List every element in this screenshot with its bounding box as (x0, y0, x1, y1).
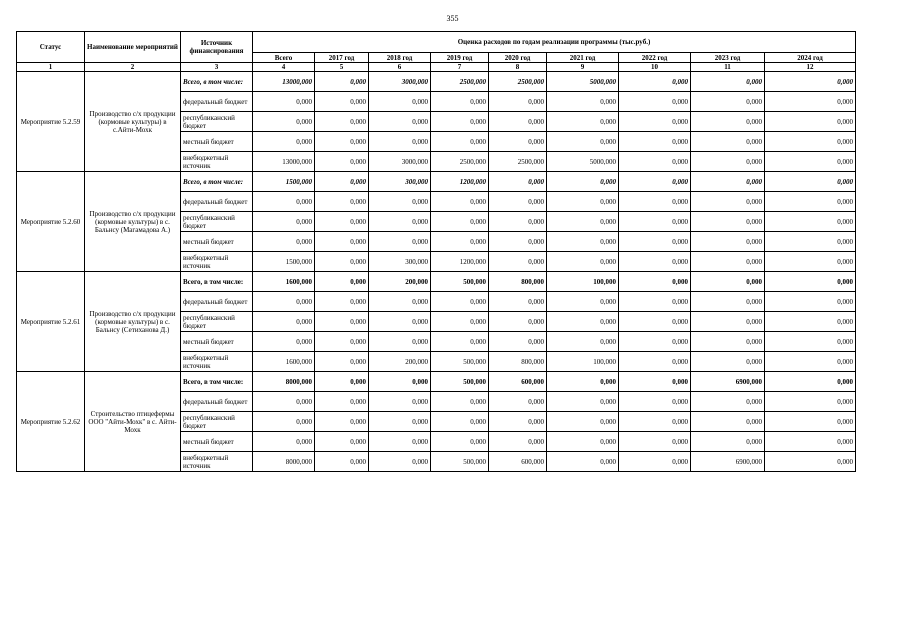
amount-cell: 0,000 (765, 392, 856, 412)
funding-source: республиканский бюджет (181, 212, 253, 232)
funding-source: Всего, в том числе: (181, 272, 253, 292)
amount-cell: 0,000 (489, 252, 547, 272)
header-estimate: Оценка расходов по годам реализации программы (тыс.руб.) (253, 32, 856, 53)
amount-cell: 0,000 (765, 452, 856, 472)
measure-status: Мероприятие 5.2.60 (17, 172, 85, 272)
amount-cell: 0,000 (369, 212, 431, 232)
amount-cell: 100,000 (547, 272, 619, 292)
amount-cell: 0,000 (547, 112, 619, 132)
amount-cell: 0,000 (369, 372, 431, 392)
amount-cell: 500,000 (431, 372, 489, 392)
amount-cell: 0,000 (691, 132, 765, 152)
amount-cell: 0,000 (315, 92, 369, 112)
amount-cell: 0,000 (765, 72, 856, 92)
amount-cell: 0,000 (431, 312, 489, 332)
funding-source: внебюджетный источник (181, 452, 253, 472)
column-number: 9 (547, 63, 619, 72)
amount-cell: 6900,000 (691, 372, 765, 392)
funding-source: внебюджетный источник (181, 152, 253, 172)
amount-cell: 0,000 (619, 172, 691, 192)
funding-source: местный бюджет (181, 332, 253, 352)
column-number: 12 (765, 63, 856, 72)
amount-cell: 0,000 (691, 272, 765, 292)
amount-cell: 0,000 (489, 292, 547, 312)
amount-cell: 0,000 (765, 212, 856, 232)
amount-cell: 0,000 (691, 312, 765, 332)
amount-cell: 0,000 (691, 332, 765, 352)
column-number: 10 (619, 63, 691, 72)
amount-cell: 0,000 (691, 252, 765, 272)
amount-cell: 0,000 (253, 92, 315, 112)
budget-table (16, 31, 856, 472)
header-source: Источник финансирования (181, 32, 253, 63)
amount-cell: 0,000 (489, 232, 547, 252)
amount-cell: 0,000 (691, 112, 765, 132)
amount-cell: 0,000 (547, 452, 619, 472)
header-year: 2019 год (431, 53, 489, 63)
amount-cell: 0,000 (547, 172, 619, 192)
funding-source: республиканский бюджет (181, 112, 253, 132)
funding-source: республиканский бюджет (181, 412, 253, 432)
measure-name: Строительство птицефермы ООО "Айти-Мохк" в с. Айти-Мохк (85, 372, 181, 472)
amount-cell: 0,000 (369, 412, 431, 432)
header-year: 2023 год (691, 53, 765, 63)
amount-cell: 0,000 (547, 192, 619, 212)
amount-cell: 0,000 (489, 172, 547, 192)
amount-cell: 0,000 (619, 92, 691, 112)
amount-cell: 0,000 (619, 212, 691, 232)
column-number: 6 (369, 63, 431, 72)
amount-cell: 0,000 (315, 372, 369, 392)
amount-cell: 0,000 (253, 432, 315, 452)
amount-cell: 0,000 (691, 292, 765, 312)
amount-cell: 5000,000 (547, 152, 619, 172)
funding-source: федеральный бюджет (181, 392, 253, 412)
amount-cell: 0,000 (547, 292, 619, 312)
amount-cell: 0,000 (315, 432, 369, 452)
amount-cell: 0,000 (431, 392, 489, 412)
amount-cell: 0,000 (547, 412, 619, 432)
amount-cell: 2500,000 (489, 72, 547, 92)
amount-cell: 2500,000 (489, 152, 547, 172)
amount-cell: 0,000 (489, 432, 547, 452)
header-name: Наименование мероприятий (85, 32, 181, 63)
amount-cell: 0,000 (315, 152, 369, 172)
amount-cell: 0,000 (691, 92, 765, 112)
measure-status: Мероприятие 5.2.59 (17, 72, 85, 172)
amount-cell: 0,000 (369, 232, 431, 252)
amount-cell: 0,000 (547, 312, 619, 332)
column-number: 1 (17, 63, 85, 72)
amount-cell: 800,000 (489, 272, 547, 292)
amount-cell: 0,000 (315, 412, 369, 432)
amount-cell: 0,000 (691, 192, 765, 212)
amount-cell: 0,000 (253, 112, 315, 132)
amount-cell: 0,000 (765, 92, 856, 112)
amount-cell: 0,000 (765, 312, 856, 332)
amount-cell: 0,000 (369, 452, 431, 472)
funding-source: местный бюджет (181, 432, 253, 452)
amount-cell: 0,000 (619, 352, 691, 372)
amount-cell: 0,000 (253, 312, 315, 332)
amount-cell: 0,000 (315, 212, 369, 232)
amount-cell: 0,000 (619, 312, 691, 332)
header-year: Всего (253, 53, 315, 63)
amount-cell: 0,000 (619, 452, 691, 472)
column-number: 8 (489, 63, 547, 72)
amount-cell: 6900,000 (691, 452, 765, 472)
funding-source: внебюджетный источник (181, 252, 253, 272)
amount-cell: 0,000 (315, 252, 369, 272)
funding-source: федеральный бюджет (181, 92, 253, 112)
amount-cell: 0,000 (369, 112, 431, 132)
amount-cell: 0,000 (765, 412, 856, 432)
amount-cell: 1600,000 (253, 352, 315, 372)
header-year: 2020 год (489, 53, 547, 63)
funding-source: местный бюджет (181, 132, 253, 152)
amount-cell: 0,000 (431, 192, 489, 212)
amount-cell: 0,000 (253, 292, 315, 312)
amount-cell: 0,000 (547, 392, 619, 412)
amount-cell: 0,000 (253, 232, 315, 252)
amount-cell: 600,000 (489, 372, 547, 392)
amount-cell: 200,000 (369, 352, 431, 372)
amount-cell: 0,000 (765, 132, 856, 152)
amount-cell: 800,000 (489, 352, 547, 372)
amount-cell: 0,000 (691, 412, 765, 432)
funding-source: Всего, в том числе: (181, 172, 253, 192)
measure-name: Производство с/х продукции (кормовые культуры) в с. Бальнсу (Сетиханова Д.) (85, 272, 181, 372)
amount-cell: 0,000 (369, 192, 431, 212)
header-year: 2018 год (369, 53, 431, 63)
amount-cell: 0,000 (765, 252, 856, 272)
amount-cell: 0,000 (619, 272, 691, 292)
amount-cell: 0,000 (765, 172, 856, 192)
measure-status: Мероприятие 5.2.62 (17, 372, 85, 472)
page-number: 355 (446, 14, 459, 23)
amount-cell: 0,000 (765, 432, 856, 452)
amount-cell: 0,000 (619, 332, 691, 352)
amount-cell: 0,000 (619, 432, 691, 452)
amount-cell: 0,000 (431, 232, 489, 252)
funding-source: федеральный бюджет (181, 192, 253, 212)
amount-cell: 0,000 (547, 432, 619, 452)
funding-source: местный бюджет (181, 232, 253, 252)
amount-cell: 0,000 (765, 372, 856, 392)
amount-cell: 0,000 (253, 392, 315, 412)
column-number-row (17, 63, 856, 72)
amount-cell: 0,000 (253, 212, 315, 232)
funding-source: внебюджетный источник (181, 352, 253, 372)
amount-cell: 100,000 (547, 352, 619, 372)
amount-cell: 0,000 (253, 132, 315, 152)
amount-cell: 0,000 (315, 232, 369, 252)
header-year: 2024 год (765, 53, 856, 63)
amount-cell: 0,000 (765, 332, 856, 352)
amount-cell: 0,000 (619, 152, 691, 172)
amount-cell: 0,000 (765, 192, 856, 212)
amount-cell: 0,000 (619, 252, 691, 272)
amount-cell: 0,000 (691, 212, 765, 232)
amount-cell: 0,000 (619, 192, 691, 212)
amount-cell: 0,000 (489, 92, 547, 112)
amount-cell: 0,000 (619, 372, 691, 392)
column-number: 2 (85, 63, 181, 72)
amount-cell: 0,000 (315, 272, 369, 292)
amount-cell: 300,000 (369, 172, 431, 192)
amount-cell: 0,000 (315, 292, 369, 312)
amount-cell: 0,000 (691, 172, 765, 192)
header-year: 2021 год (547, 53, 619, 63)
measure-name: Производство с/х продукции (кормовые культуры) в с.Айти-Мохк (85, 72, 181, 172)
amount-cell: 0,000 (765, 152, 856, 172)
amount-cell: 0,000 (369, 432, 431, 452)
amount-cell: 8000,000 (253, 372, 315, 392)
amount-cell: 0,000 (489, 412, 547, 432)
amount-cell: 0,000 (489, 392, 547, 412)
funding-source: Всего, в том числе: (181, 372, 253, 392)
amount-cell: 0,000 (691, 432, 765, 452)
amount-cell: 0,000 (369, 132, 431, 152)
amount-cell: 0,000 (619, 292, 691, 312)
amount-cell: 500,000 (431, 352, 489, 372)
amount-cell: 2500,000 (431, 72, 489, 92)
amount-cell: 500,000 (431, 272, 489, 292)
amount-cell: 1500,000 (253, 252, 315, 272)
column-number: 11 (691, 63, 765, 72)
amount-cell: 2500,000 (431, 152, 489, 172)
amount-cell: 1200,000 (431, 252, 489, 272)
amount-cell: 500,000 (431, 452, 489, 472)
table-body (17, 72, 856, 472)
amount-cell: 0,000 (315, 332, 369, 352)
amount-cell: 600,000 (489, 452, 547, 472)
amount-cell: 0,000 (691, 152, 765, 172)
amount-cell: 0,000 (489, 112, 547, 132)
amount-cell: 0,000 (315, 192, 369, 212)
amount-cell: 0,000 (691, 72, 765, 92)
amount-cell: 0,000 (489, 332, 547, 352)
column-number: 4 (253, 63, 315, 72)
amount-cell: 0,000 (431, 132, 489, 152)
amount-cell: 3000,000 (369, 152, 431, 172)
amount-cell: 300,000 (369, 252, 431, 272)
table-row-total (17, 72, 856, 92)
amount-cell: 0,000 (691, 392, 765, 412)
amount-cell: 3000,000 (369, 72, 431, 92)
header-year: 2017 год (315, 53, 369, 63)
amount-cell: 0,000 (547, 132, 619, 152)
amount-cell: 0,000 (619, 412, 691, 432)
amount-cell: 0,000 (547, 372, 619, 392)
amount-cell: 0,000 (253, 412, 315, 432)
amount-cell: 0,000 (547, 212, 619, 232)
column-number: 5 (315, 63, 369, 72)
amount-cell: 0,000 (619, 112, 691, 132)
amount-cell: 0,000 (253, 192, 315, 212)
amount-cell: 0,000 (619, 72, 691, 92)
header-year: 2022 год (619, 53, 691, 63)
amount-cell: 0,000 (431, 112, 489, 132)
amount-cell: 0,000 (765, 352, 856, 372)
amount-cell: 0,000 (489, 312, 547, 332)
amount-cell: 0,000 (431, 332, 489, 352)
header-status: Статус (17, 32, 85, 63)
column-number: 3 (181, 63, 253, 72)
amount-cell: 200,000 (369, 272, 431, 292)
amount-cell: 0,000 (369, 92, 431, 112)
measure-status: Мероприятие 5.2.61 (17, 272, 85, 372)
amount-cell: 13000,000 (253, 152, 315, 172)
amount-cell: 0,000 (315, 72, 369, 92)
amount-cell: 0,000 (315, 112, 369, 132)
amount-cell: 0,000 (547, 332, 619, 352)
amount-cell: 0,000 (369, 332, 431, 352)
amount-cell: 0,000 (619, 232, 691, 252)
amount-cell: 0,000 (489, 132, 547, 152)
amount-cell: 13000,000 (253, 72, 315, 92)
amount-cell: 0,000 (431, 412, 489, 432)
amount-cell: 0,000 (431, 92, 489, 112)
amount-cell: 0,000 (369, 312, 431, 332)
amount-cell: 1500,000 (253, 172, 315, 192)
amount-cell: 0,000 (315, 172, 369, 192)
amount-cell: 0,000 (489, 212, 547, 232)
measure-name: Производство с/х продукции (кормовые культуры) в с. Бальнсу (Магамадова А.) (85, 172, 181, 272)
amount-cell: 0,000 (547, 92, 619, 112)
amount-cell: 0,000 (315, 392, 369, 412)
amount-cell: 0,000 (431, 212, 489, 232)
amount-cell: 0,000 (765, 272, 856, 292)
amount-cell: 0,000 (691, 352, 765, 372)
table-row-total (17, 172, 856, 192)
funding-source: федеральный бюджет (181, 292, 253, 312)
funding-source: республиканский бюджет (181, 312, 253, 332)
amount-cell: 0,000 (369, 292, 431, 312)
amount-cell: 0,000 (431, 292, 489, 312)
amount-cell: 5000,000 (547, 72, 619, 92)
amount-cell: 0,000 (547, 232, 619, 252)
amount-cell: 0,000 (253, 332, 315, 352)
column-number: 7 (431, 63, 489, 72)
amount-cell: 0,000 (765, 232, 856, 252)
amount-cell: 0,000 (369, 392, 431, 412)
table-row-total (17, 272, 856, 292)
amount-cell: 0,000 (315, 312, 369, 332)
amount-cell: 8000,000 (253, 452, 315, 472)
amount-cell: 0,000 (547, 252, 619, 272)
table-row-total (17, 372, 856, 392)
amount-cell: 0,000 (489, 192, 547, 212)
amount-cell: 0,000 (431, 432, 489, 452)
amount-cell: 0,000 (315, 352, 369, 372)
amount-cell: 0,000 (765, 292, 856, 312)
amount-cell: 1600,000 (253, 272, 315, 292)
amount-cell: 1200,000 (431, 172, 489, 192)
header-row (17, 32, 856, 53)
amount-cell: 0,000 (765, 112, 856, 132)
amount-cell: 0,000 (619, 392, 691, 412)
amount-cell: 0,000 (691, 232, 765, 252)
funding-source: Всего, в том числе: (181, 72, 253, 92)
amount-cell: 0,000 (315, 132, 369, 152)
amount-cell: 0,000 (619, 132, 691, 152)
amount-cell: 0,000 (315, 452, 369, 472)
